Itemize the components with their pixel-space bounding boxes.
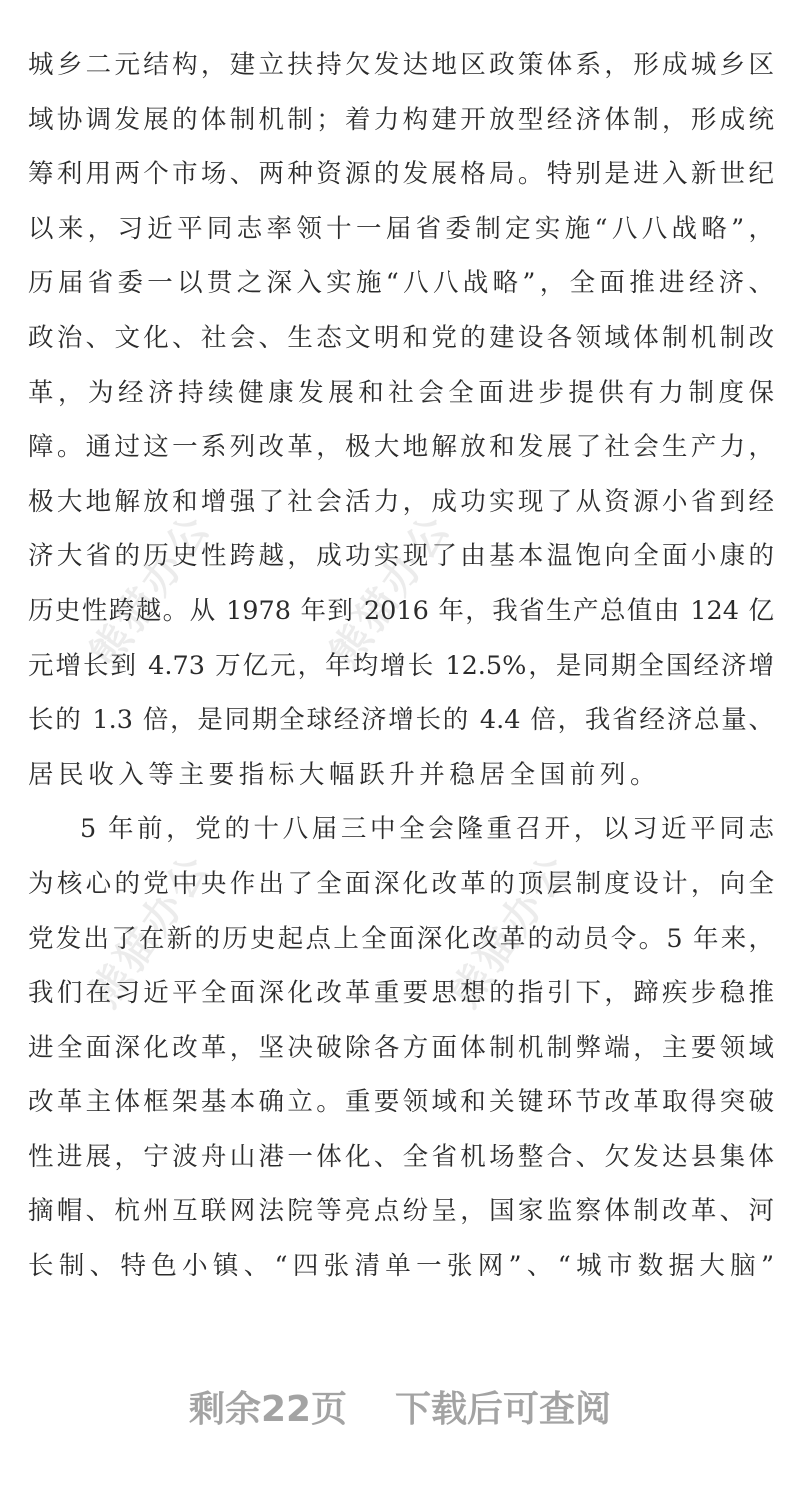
watermark: 熊猫办公 (441, 845, 581, 1016)
text-line: 我们在习近平全面深化改革重要思想的指引下，蹄疾步稳推 (28, 978, 774, 1009)
text-line: 为核心的党中央作出了全面深化改革的顶层制度设计，向全 (28, 868, 774, 899)
text-line: 长制、特色小镇、“四张清单一张网”、“城市数据大脑” (28, 1251, 774, 1282)
text-line: 摘帽、杭州互联网法院等亮点纷呈，国家监察体制改革、河 (28, 1196, 774, 1227)
document-body (28, 38, 774, 1294)
text-line: 政治、文化、社会、生态文明和党的建设各领域体制机制改 (28, 322, 774, 353)
text-line: 党发出了在新的历史起点上全面深化改革的动员令。5 年来， (28, 923, 774, 954)
watermark: 熊猫办公 (321, 505, 461, 676)
watermark: 熊猫办公 (81, 845, 221, 1016)
remaining-pages-label: 剩余22页 (188, 1389, 348, 1430)
text-line: 历届省委一以贯之深入实施“八八战略”，全面推进经济、 (28, 268, 774, 299)
text-line: 障。通过这一系列改革，极大地解放和发展了社会生产力， (28, 432, 774, 463)
text-line: 长的 1.3 倍，是同期全球经济增长的 4.4 倍，我省经济总量、 (28, 705, 774, 736)
text-line: 性进展，宁波舟山港一体化、全省机场整合、欠发达县集体 (28, 1141, 774, 1172)
text-line: 济大省的历史性跨越，成功实现了由基本温饱向全面小康的 (28, 541, 774, 572)
download-hint-label[interactable]: 下载后可查阅 (395, 1389, 612, 1430)
text-line: 进全面深化改革，坚决破除各方面体制机制弊端，主要领域 (28, 1032, 774, 1063)
text-line: 极大地解放和增强了社会活力，成功实现了从资源小省到经 (28, 486, 774, 517)
watermark: 熊猫办公 (81, 505, 221, 676)
text-line: 以来，习近平同志率领十一届省委制定实施“八八战略”， (28, 213, 774, 244)
download-prompt[interactable] (0, 1380, 800, 1440)
text-line: 筹利用两个市场、两种资源的发展格局。特别是进入新世纪 (28, 159, 774, 190)
text-line: 元增长到 4.73 万亿元，年均增长 12.5%，是同期全国经济增 (28, 650, 774, 681)
text-line: 域协调发展的体制机制；着力构建开放型经济体制，形成统 (28, 104, 774, 135)
text-line: 革，为经济持续健康发展和社会全面进步提供有力制度保 (28, 377, 774, 408)
paragraph-start-line: 5 年前，党的十八届三中全会隆重召开，以习近平同志 (80, 814, 774, 845)
text-line: 城乡二元结构，建立扶持欠发达地区政策体系，形成城乡区 (28, 50, 774, 80)
paragraph-end-line: 居民收入等主要指标大幅跃升并稳居全国前列。 (28, 759, 661, 790)
text-line: 改革主体框架基本确立。重要领域和关键环节改革取得突破 (28, 1087, 774, 1118)
text-line: 历史性跨越。从 1978 年到 2016 年，我省生产总值由 124 亿 (28, 595, 774, 626)
